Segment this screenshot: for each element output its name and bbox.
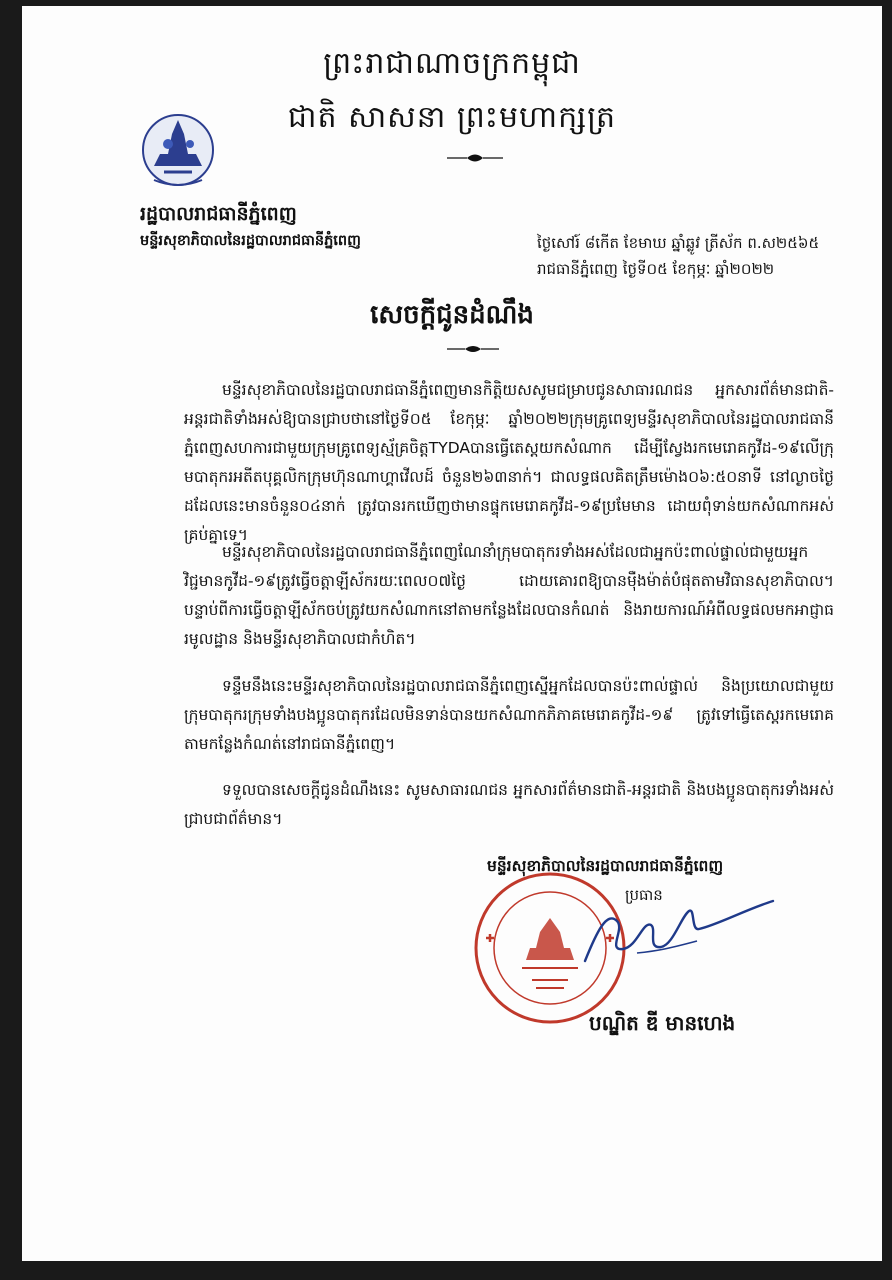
paragraph-1-text: មន្ទីរសុខាភិបាលនៃរដ្ឋបាលរាជធានីភ្នំពេញមានកិត្តិយសសូមជម្រាបជូនសាធារណជន អ្នកសារព័ត៌មានជាតិ-អន្តរជាតិទាំងអស់ឱ្យបានជ្រាបថានៅថ្ងៃទី០៥ ខែកុម្ភៈ ឆ្នាំ២០២២ក្រុមគ្រូពេទ្យមន្ទីរសុខាភិបាលនៃរដ្ឋបាលរាជធានីភ្នំពេញសហការជាមួយក្រុមគ្រូពេទ្យស្ម័គ្រចិត្តTYDAបានធ្វើតេស្តយកសំណាក ដើម្បីស្វែងរកមេរោគកូវីដ-១៩លើក្រុមបាតុករអតីតបុគ្គលិកក្រុមហ៊ុនណាហ្គាវើលដ៍ ចំនួន២៦៣នាក់។ ជាលទ្ធផលគិតត្រឹមម៉ោង០៦:៥០នាទី នៅល្ងាចថ្ងៃដដែលនេះមានចំនួន០៤នាក់ ត្រូវបានរកឃើញថាមានផ្ទុកមេរោគកូវីដ-១៩ប្រមែមាន ដោយពុំទាន់យកសំណាកអស់គ្រប់គ្នាទេ។	[184, 381, 834, 544]
paragraph-4-text: ទទួលបានសេចក្តីជូនដំណឹងនេះ សូមសាធារណជន អ្នកសារព័ត៌មានជាតិ-អន្តរជាតិ និងបងប្អូនបាតុករទាំងអស់ ជ្រាបជាព័ត៌មាន។	[184, 781, 834, 828]
header-flourish	[447, 152, 503, 164]
paragraph-1	[184, 376, 834, 550]
ministry-emblem	[140, 110, 216, 196]
paragraph-2-text: មន្ទីរសុខាភិបាលនៃរដ្ឋបាលរាជធានីភ្នំពេញណែនាំក្រុមបាតុករទាំងអស់ដែលជាអ្នកប៉ះពាល់ផ្ទាល់ជាមួយអ្នកវិជ្ជមានកូវីដ-១៩ត្រូវធ្វើចត្តាឡីស័ករយៈពេល០៧ថ្ងៃ ដោយគោរពឱ្យបានម៉ឺងម៉ាត់បំផុតតាមវិធានសុខាភិបាល។ បន្ទាប់ពីការធ្វើចត្តាឡីស័កចប់ត្រូវយកសំណាកនៅតាមកន្លែងដែលបានកំណត់ និងរាយការណ៍អំពីលទ្ធផលមកអាជ្ញាធរមូលដ្ឋាន និងមន្ទីរសុខាភិបាលជាកំហិត។	[184, 543, 834, 648]
city-administration-name: រដ្ឋបាលរាជធានីភ្នំពេញ	[140, 203, 297, 225]
title-flourish	[447, 344, 499, 354]
kingdom-title: ព្រះរាជាណាចក្រកម្ពុជា	[323, 46, 581, 81]
paragraph-2	[184, 538, 834, 654]
lunar-date: ថ្ងៃសៅរ៍ ៨កើត ខែមាឃ ឆ្នាំឆ្លូវ ត្រីស័ក ព.ស២៥៦៥	[537, 234, 820, 252]
signatory-role: ប្រធាន	[625, 886, 663, 904]
signatory-name: បណ្ឌិត ឌី មានហេង	[589, 1011, 736, 1035]
paragraph-3	[184, 672, 834, 759]
kingdom-motto: ជាតិ សាសនា ព្រះមហាក្សត្រ	[287, 100, 617, 135]
solar-date: រាជធានីភ្នំពេញ ថ្ងៃទី០៥ ខែកុម្ភៈ ឆ្នាំ២០២២	[537, 260, 775, 278]
bottom-border	[0, 1262, 892, 1280]
handwritten-signature	[577, 891, 777, 971]
document-page	[22, 6, 882, 1261]
paragraph-4	[184, 776, 834, 834]
signatory-organization: មន្ទីរសុខាភិបាលនៃរដ្ឋបាលរាជធានីភ្នំពេញ	[487, 857, 724, 875]
paragraph-3-text: ទន្ទឹមនឹងនេះមន្ទីរសុខាភិបាលនៃរដ្ឋបាលរាជធានីភ្នំពេញស្នើអ្នកដែលបានប៉ះពាល់ផ្ទាល់ និងប្រយោលជាមួយក្រុមបាតុករក្រុមទាំងបងប្អូនបាតុករដែលមិនទាន់បានយកសំណាកភិភាគមេរោគកូវីដ-១៩ ត្រូវទៅធ្វើតេស្តរកមេរោគតាមកន្លែងកំណត់នៅរាជធានីភ្នំពេញ។	[184, 677, 834, 753]
health-department-name: មន្ទីរសុខាភិបាលនៃរដ្ឋបាលរាជធានីភ្នំពេញ	[140, 233, 361, 249]
notice-title: សេចក្តីជូនដំណឹង	[370, 300, 534, 330]
